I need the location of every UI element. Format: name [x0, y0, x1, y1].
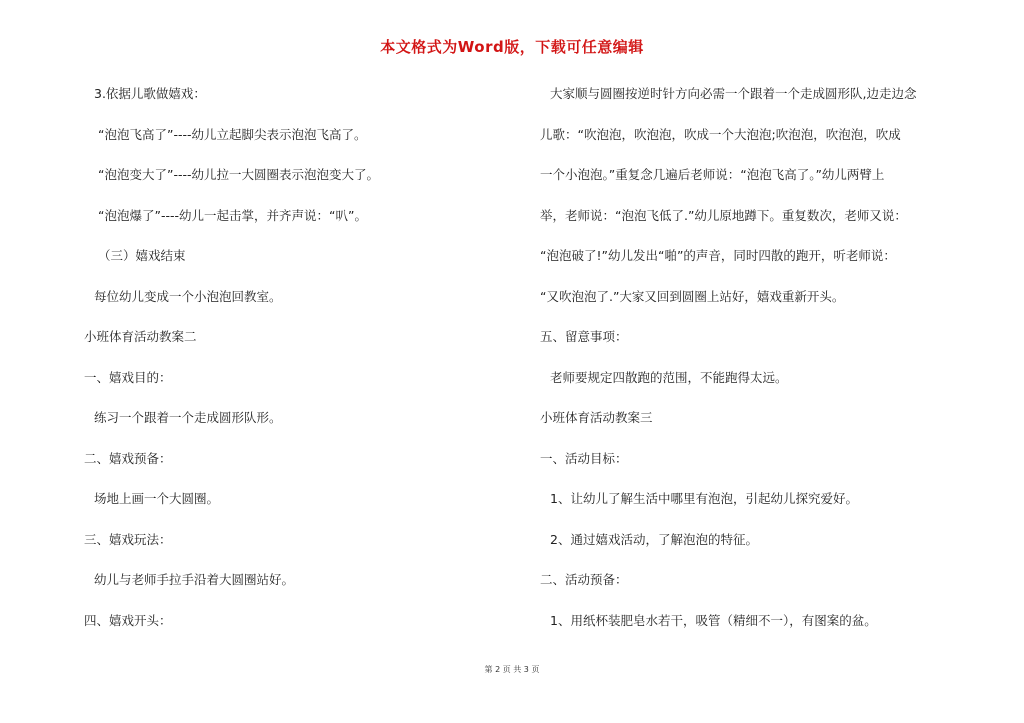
section-title: 小班体育活动教案二 — [84, 329, 197, 344]
text-line: “泡泡飞高了”----幼儿立起脚尖表示泡泡飞高了。 — [98, 126, 367, 142]
text-line: 1、用纸杯装肥皂水若干，吸管（精细不一），有图案的盆。 — [550, 612, 877, 628]
section-heading: （三）嬉戏结束 — [98, 248, 186, 263]
text-line: 举，老师说：“泡泡飞低了.”幼儿原地蹲下。重复数次，老师又说： — [540, 207, 907, 223]
left-column — [84, 80, 484, 647]
text-line: 2、通过嬉戏活动，了解泡泡的特征。 — [550, 531, 758, 547]
section-heading: 三、嬉戏玩法： — [84, 531, 172, 547]
text-line: 儿歌：“吹泡泡，吹泡泡，吹成一个大泡泡;吹泡泡，吹泡泡，吹成 — [540, 126, 901, 142]
text-line: 3.依据儿歌做嬉戏： — [94, 86, 206, 101]
page-number: 第 2 页 共 3 页 — [484, 665, 540, 674]
section-heading: 五、留意事项： — [540, 329, 628, 344]
text-line: “泡泡爆了”----幼儿一起击掌，并齐声说：“叭”。 — [98, 207, 367, 223]
section-heading: 四、嬉戏开头： — [84, 612, 172, 628]
text-line: 老师要规定四散跑的范围，不能跑得太远。 — [550, 369, 788, 385]
text-line: 大家顺与圆圈按逆时针方向必需一个跟着一个走成圆形队,边走边念 — [550, 86, 917, 101]
section-title: 小班体育活动教案三 — [540, 410, 653, 425]
text-line: 场地上画一个大圆圈。 — [94, 491, 220, 506]
text-line: 一个小泡泡。”重复念几遍后老师说：“泡泡飞高了。”幼儿两臂上 — [540, 167, 885, 182]
text-line: “泡泡破了!”幼儿发出“啪”的声音，同时四散的跑开，听老师说： — [540, 248, 896, 263]
text-line: “又吹泡泡了.”大家又回到圆圈上站好，嬉戏重新开头。 — [540, 288, 845, 304]
text-line: 幼儿与老师手拉手沿着大圆圈站好。 — [94, 572, 295, 587]
section-heading: 一、活动目标： — [540, 450, 628, 466]
section-heading: 一、嬉戏目的： — [84, 369, 172, 385]
right-column — [540, 80, 970, 647]
text-line: 练习一个跟着一个走成圆形队形。 — [94, 410, 282, 425]
text-line: 1、让幼儿了解生活中哪里有泡泡，引起幼儿探究爱好。 — [550, 491, 858, 506]
text-line: 每位幼儿变成一个小泡泡回教室。 — [94, 288, 282, 304]
section-heading: 二、活动预备： — [540, 572, 628, 587]
document-banner: 本文格式为Word版，下载可任意编辑 — [380, 38, 644, 56]
text-line: “泡泡变大了”----幼儿拉一大圆圈表示泡泡变大了。 — [98, 167, 379, 182]
section-heading: 二、嬉戏预备： — [84, 450, 172, 466]
